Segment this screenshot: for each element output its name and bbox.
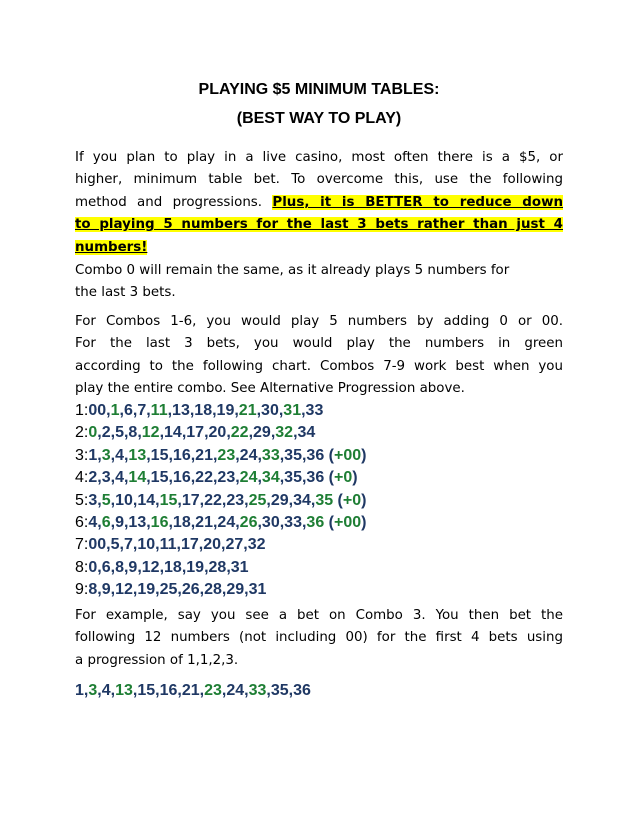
comma: , <box>220 536 226 554</box>
comma: , <box>301 402 306 419</box>
number: 9 <box>115 514 124 532</box>
comma: , <box>137 424 142 442</box>
combo-row <box>75 400 563 422</box>
comma: , <box>146 469 151 487</box>
comma: , <box>226 558 231 576</box>
number: 15 <box>137 682 156 699</box>
comma: , <box>189 402 195 419</box>
comma: , <box>266 491 271 509</box>
comma: , <box>123 558 129 576</box>
green-number: 1 <box>110 402 120 419</box>
comma: , <box>278 402 284 419</box>
suffix-green: +0 <box>334 469 353 487</box>
comma: , <box>110 491 116 509</box>
green-number: 14 <box>128 469 147 487</box>
comma: , <box>146 446 151 464</box>
number: 22 <box>204 491 222 509</box>
combo-list <box>75 400 563 602</box>
suffix-close: ) <box>352 469 358 487</box>
comma: , <box>244 581 249 599</box>
number: 6 <box>101 558 111 576</box>
number: 17 <box>186 424 205 442</box>
comma: , <box>301 469 307 487</box>
comma: , <box>301 446 307 464</box>
number: 16 <box>172 446 191 464</box>
suffix-open: ( <box>324 469 334 487</box>
comma: , <box>97 682 102 699</box>
intro-line: If you plan to play in a live casino, most often there is a $5, or <box>75 150 563 165</box>
comma: , <box>235 514 240 532</box>
combo-index: 7: <box>75 536 89 554</box>
number: 21 <box>195 514 213 532</box>
comma: , <box>190 446 196 464</box>
comma: , <box>110 682 116 699</box>
number: 22 <box>195 469 213 487</box>
green-number: 3 <box>88 682 98 699</box>
number: 18 <box>172 514 191 532</box>
comma: , <box>97 514 102 532</box>
highlighted-text: numbers! <box>75 239 148 255</box>
combo-row <box>75 579 563 601</box>
comma: , <box>132 402 138 419</box>
number: 33 <box>305 402 324 419</box>
comma: , <box>123 424 129 442</box>
number: 33 <box>284 514 302 532</box>
comma: , <box>212 402 217 419</box>
green-number: 31 <box>283 402 302 419</box>
number: 8 <box>115 558 124 576</box>
intro-line <box>75 237 563 259</box>
combo-row <box>75 422 563 444</box>
combos16-line: play the entire combo. See Alternative Progression above. <box>75 381 465 397</box>
combo-index: 8: <box>75 558 89 576</box>
green-number: 12 <box>141 424 160 442</box>
number: 32 <box>247 536 266 554</box>
comma: , <box>204 424 209 442</box>
green-number: 35 <box>315 491 334 509</box>
number: 28 <box>208 558 227 576</box>
combo0-line: Combo 0 will remain the same, as it already plays 5 numbers for <box>75 263 510 278</box>
green-number: 23 <box>204 682 222 699</box>
comma: , <box>167 402 173 419</box>
comma: , <box>301 514 307 532</box>
intro-line <box>75 192 563 214</box>
comma: , <box>288 491 294 509</box>
number: 15 <box>150 446 169 464</box>
comma: , <box>110 558 116 576</box>
number: 8 <box>88 581 98 599</box>
comma: , <box>177 581 182 599</box>
combo-row <box>75 534 563 556</box>
number: 11 <box>159 536 177 554</box>
number: 34 <box>297 424 316 442</box>
number: 4 <box>101 682 111 699</box>
number: 7 <box>137 402 147 419</box>
comma: , <box>155 682 160 699</box>
number: 19 <box>186 558 205 576</box>
number: 14 <box>137 491 156 509</box>
number: 14 <box>164 424 182 442</box>
number: 31 <box>230 558 249 576</box>
comma: , <box>212 514 218 532</box>
number: 6 <box>123 402 133 419</box>
suffix-close: ) <box>361 514 367 532</box>
comma: , <box>244 682 249 699</box>
combos16-line: according to the following chart. Combos 7-9 work best when you <box>75 358 563 374</box>
number: 29 <box>270 491 289 509</box>
comma: , <box>97 446 102 464</box>
number: 18 <box>194 402 213 419</box>
number: 24 <box>226 682 245 699</box>
comma: , <box>190 514 196 532</box>
number: 4 <box>115 446 124 464</box>
comma: , <box>110 424 116 442</box>
comma: , <box>234 402 239 419</box>
comma: , <box>279 469 285 487</box>
comma: , <box>97 491 102 509</box>
suffix-close: ) <box>361 446 367 464</box>
combo-index: 4: <box>75 469 89 487</box>
number: 9 <box>101 581 111 599</box>
number: 31 <box>248 581 267 599</box>
comma: , <box>177 682 182 699</box>
number: 8 <box>128 424 138 442</box>
comma: , <box>248 424 254 442</box>
combo-index: 1: <box>75 402 89 419</box>
comma: , <box>97 424 102 442</box>
green-number: 16 <box>150 514 169 532</box>
comma: , <box>212 469 218 487</box>
comma: , <box>97 581 102 599</box>
comma: , <box>137 558 142 576</box>
number: 24 <box>217 514 236 532</box>
intro-paragraph <box>75 147 563 259</box>
final-number-list <box>75 680 311 702</box>
comma: , <box>266 682 271 699</box>
comma: , <box>146 514 151 532</box>
comma: , <box>235 469 240 487</box>
comma: , <box>97 469 102 487</box>
comma: , <box>110 469 116 487</box>
number: 5 <box>110 536 120 554</box>
green-number: 26 <box>239 514 258 532</box>
number: 17 <box>180 536 199 554</box>
comma: , <box>256 402 262 419</box>
number: 21 <box>195 446 213 464</box>
comma: , <box>244 491 249 509</box>
number: 13 <box>128 514 147 532</box>
comma: , <box>221 682 227 699</box>
combo-index: 3: <box>75 446 89 464</box>
number: 3 <box>101 469 111 487</box>
comma: , <box>199 682 205 699</box>
example-paragraph <box>75 605 563 672</box>
comma: , <box>199 491 205 509</box>
number: 2 <box>101 424 111 442</box>
number: 10 <box>115 491 133 509</box>
number: 7 <box>123 536 133 554</box>
number: 36 <box>293 682 311 699</box>
title-line-2: (BEST WAY TO PLAY) <box>236 110 402 127</box>
number: 5 <box>115 424 124 442</box>
comma: , <box>119 536 124 554</box>
green-number: 15 <box>159 491 178 509</box>
green-number: 6 <box>101 514 111 532</box>
combo-row <box>75 445 563 467</box>
comma: , <box>190 469 196 487</box>
comma: , <box>257 514 262 532</box>
comma: , <box>243 536 248 554</box>
number: 12 <box>115 581 133 599</box>
green-number: 5 <box>101 491 111 509</box>
green-number: 32 <box>275 424 294 442</box>
comma: , <box>168 514 173 532</box>
number: 4 <box>115 469 124 487</box>
comma: , <box>279 514 285 532</box>
comma: , <box>132 682 138 699</box>
example-line: For example, say you see a bet on Combo 3. You then bet the <box>75 608 563 623</box>
number: 29 <box>226 581 245 599</box>
number: 27 <box>225 536 244 554</box>
number: 36 <box>306 446 325 464</box>
number: 13 <box>172 402 190 419</box>
number: 18 <box>164 558 182 576</box>
comma: , <box>235 446 240 464</box>
highlighted-text: to playing 5 numbers for the last 3 bets rather than just 4 <box>75 217 563 233</box>
number: 30 <box>261 514 280 532</box>
comma: , <box>123 469 129 487</box>
number: 19 <box>216 402 235 419</box>
example-line: following 12 numbers (not including 00) for the first 4 bets using <box>75 630 563 646</box>
comma: , <box>83 682 89 699</box>
comma: , <box>97 558 102 576</box>
comma: , <box>293 424 298 442</box>
number: 35 <box>284 469 302 487</box>
green-number: 3 <box>101 446 111 464</box>
number: 12 <box>141 558 160 576</box>
comma: , <box>199 581 205 599</box>
combo0-paragraph <box>75 260 563 305</box>
green-number: 33 <box>248 682 267 699</box>
comma: , <box>123 514 129 532</box>
number: 0 <box>88 558 98 576</box>
number: 16 <box>159 682 178 699</box>
comma: , <box>119 402 124 419</box>
combo-row <box>75 467 563 489</box>
comma: , <box>257 469 262 487</box>
number: 28 <box>204 581 222 599</box>
comma: , <box>132 581 138 599</box>
green-number: 0 <box>88 424 98 442</box>
number: 20 <box>208 424 227 442</box>
suffix-open: ( <box>324 446 334 464</box>
comma: , <box>146 402 151 419</box>
number: 00 <box>88 536 107 554</box>
number: 24 <box>239 446 258 464</box>
suffix-green: +0 <box>342 491 362 509</box>
green-number: 25 <box>248 491 267 509</box>
suffix-open: ( <box>333 491 343 509</box>
comma: , <box>168 446 173 464</box>
green-number: 24 <box>239 469 258 487</box>
comma: , <box>110 446 116 464</box>
number: 9 <box>128 558 138 576</box>
green-number: 22 <box>230 424 249 442</box>
number: 4 <box>88 514 98 532</box>
number: 26 <box>181 581 200 599</box>
suffix-open: ( <box>324 514 334 532</box>
combos16-line: For Combos 1-6, you would play 5 numbers by adding 0 or 00. <box>75 314 563 329</box>
title-line-1: PLAYING $5 MINIMUM TABLES: <box>198 81 440 98</box>
intro-line <box>75 214 563 236</box>
number: 2 <box>88 469 98 487</box>
comma: , <box>288 682 294 699</box>
green-number: 21 <box>238 402 257 419</box>
comma: , <box>159 558 165 576</box>
combo-row <box>75 490 563 512</box>
comma: , <box>257 446 262 464</box>
green-number: 11 <box>150 402 168 419</box>
comma: , <box>181 558 187 576</box>
number: 20 <box>203 536 221 554</box>
comma: , <box>132 491 138 509</box>
comma: , <box>279 446 285 464</box>
number: 34 <box>293 491 311 509</box>
combo-index: 9: <box>75 581 89 599</box>
intro-line: higher, minimum table bet. To overcome this, use the following <box>75 172 563 188</box>
comma: , <box>212 446 218 464</box>
number: 23 <box>226 491 245 509</box>
comma: , <box>123 446 129 464</box>
comma: , <box>155 536 160 554</box>
comma: , <box>221 581 227 599</box>
comma: , <box>310 491 316 509</box>
comma: , <box>270 424 276 442</box>
intro-line-text: method and progressions. <box>75 194 273 210</box>
comma: , <box>132 536 138 554</box>
combo-row <box>75 557 563 579</box>
comma: , <box>159 424 165 442</box>
number: 15 <box>150 469 169 487</box>
number: 21 <box>181 682 200 699</box>
comma: , <box>226 424 231 442</box>
number: 1 <box>88 446 98 464</box>
combo-row <box>75 512 563 534</box>
combo-index: 2: <box>75 424 89 442</box>
comma: , <box>181 424 187 442</box>
comma: , <box>106 536 111 554</box>
number: 30 <box>261 402 279 419</box>
number: 35 <box>270 682 289 699</box>
comma: , <box>204 558 209 576</box>
number: 25 <box>159 581 178 599</box>
number: 36 <box>306 469 325 487</box>
comma: , <box>177 491 182 509</box>
comma: , <box>110 514 116 532</box>
number: 3 <box>88 491 98 509</box>
green-number: 13 <box>115 682 133 699</box>
suffix-green: +00 <box>334 446 362 464</box>
suffix-green: +00 <box>334 514 362 532</box>
green-number: 13 <box>128 446 147 464</box>
number: 19 <box>137 581 156 599</box>
comma: , <box>168 469 173 487</box>
number: 35 <box>284 446 302 464</box>
green-number: 36 <box>306 514 325 532</box>
combo-index: 6: <box>75 514 89 532</box>
green-number: 34 <box>261 469 280 487</box>
comma: , <box>110 581 116 599</box>
comma: , <box>155 581 160 599</box>
combos16-line: For the last 3 bets, you would play the numbers in green <box>75 336 563 352</box>
combos16-paragraph <box>75 311 563 401</box>
comma: , <box>106 402 111 419</box>
number: 00 <box>88 402 107 419</box>
comma: , <box>221 491 227 509</box>
suffix-close: ) <box>361 491 367 509</box>
number: 17 <box>181 491 200 509</box>
comma: , <box>155 491 160 509</box>
number: 10 <box>137 536 156 554</box>
number: 29 <box>253 424 271 442</box>
highlighted-text: Plus, it is BETTER to reduce down <box>272 194 563 210</box>
combo0-line: the last 3 bets. <box>75 285 176 301</box>
green-number: 23 <box>217 446 236 464</box>
number: 16 <box>172 469 191 487</box>
number: 23 <box>217 469 236 487</box>
comma: , <box>198 536 204 554</box>
comma: , <box>176 536 181 554</box>
number: 1 <box>75 682 84 699</box>
combo-index: 5: <box>75 491 89 509</box>
example-line: a progression of 1,1,2,3. <box>75 652 239 668</box>
green-number: 33 <box>261 446 280 464</box>
